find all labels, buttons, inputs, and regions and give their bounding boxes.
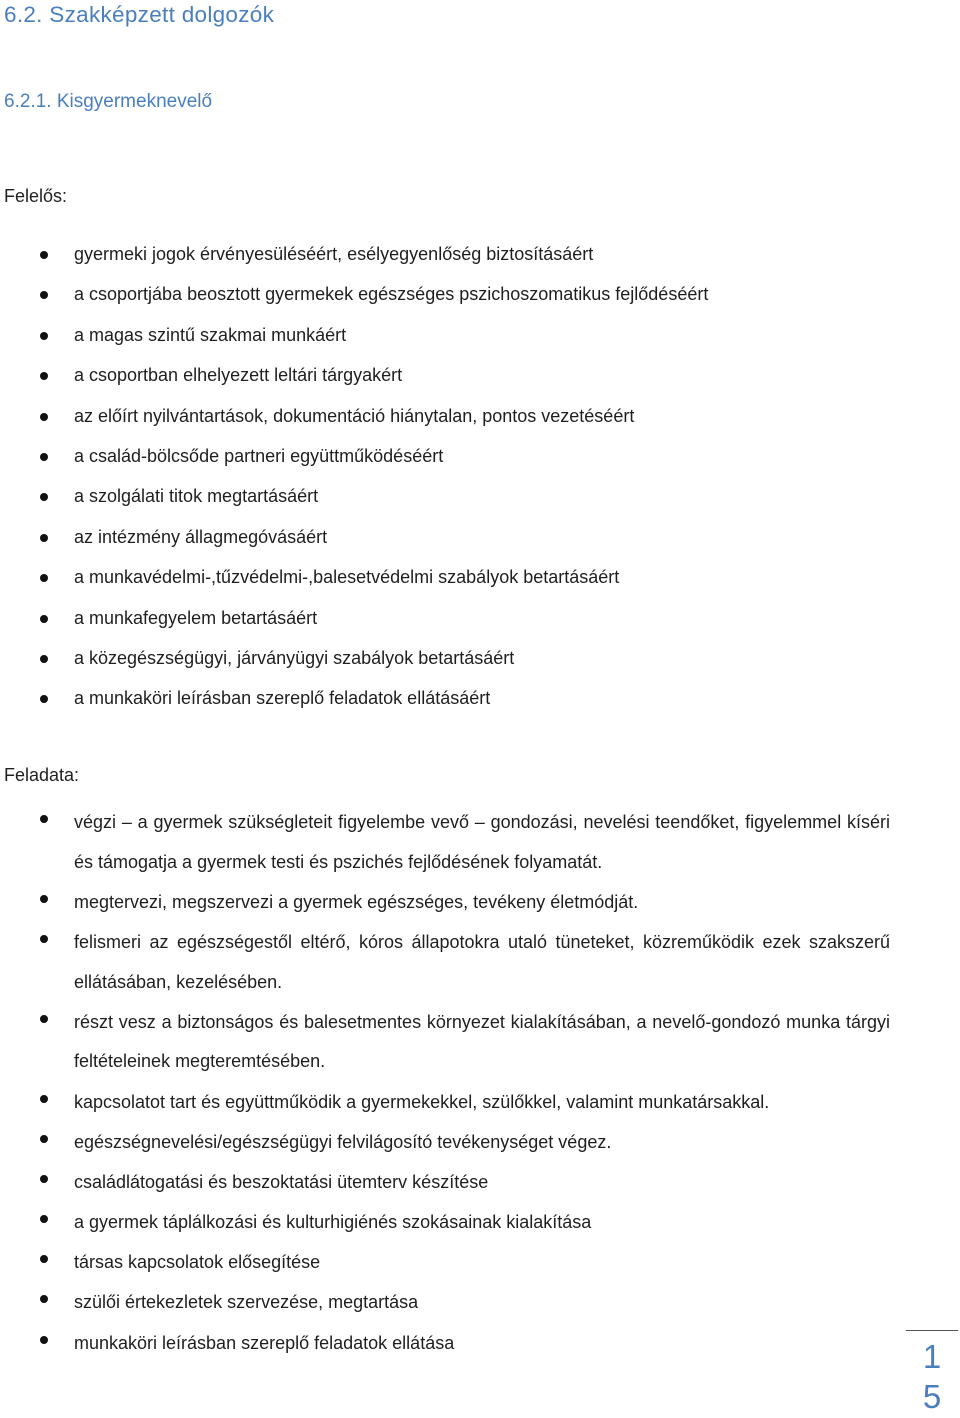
list-item: a közegészségügyi, járványügyi szabályok betartásáért [0,644,708,684]
bullet-icon [40,655,48,663]
bullet-icon [40,895,48,903]
list-item: az előírt nyilvántartások, dokumentáció hiánytalan, pontos vezetéséért [0,402,708,442]
subsection-heading: 6.2.1. Kisgyermeknevelő [4,91,213,112]
bullet-icon [40,1295,48,1303]
page-number: 1 5 [906,1330,958,1417]
bullet-icon [40,935,48,943]
bullet-icon [40,574,48,582]
bullet-icon [40,1015,48,1023]
bullet-icon [40,1255,48,1263]
bullet-icon [40,615,48,623]
bullet-icon [40,815,48,823]
list-item: társas kapcsolatok elősegítése [0,1243,960,1283]
list-item: az intézmény állagmegóvásáért [0,523,708,563]
bullet-icon [40,1336,48,1344]
bullet-icon [40,493,48,501]
list-item: kapcsolatot tart és együttműködik a gyermekekkel, szülőkkel, valamint munkatársakkal. [0,1083,960,1123]
list-item: a munkaköri leírásban szereplő feladatok ellátásáért [0,684,708,724]
bullet-icon [40,1135,48,1143]
bullet-icon [40,413,48,421]
list-item: végzi – a gyermek szükségleteit figyelembe vevő – gondozási, nevelési teendőket, figyelemmel kíséri és támogatja a gyermek testi és pszichés fejlődésének folyamatát. [0,803,960,882]
list-item: szülői értekezletek szervezése, megtartása [0,1283,960,1323]
list-item: a csoportban elhelyezett leltári tárgyakért [0,361,708,401]
responsible-list [0,240,708,725]
bullet-icon [40,1095,48,1103]
list-item: a szolgálati titok megtartásáért [0,482,708,522]
bullet-icon [40,695,48,703]
bullet-icon [40,1215,48,1223]
list-item: részt vesz a biztonságos és balesetmentes környezet kialakításában, a nevelő-gondozó munka tárgyi feltételeinek megteremtésében. [0,1003,960,1082]
bullet-icon [40,453,48,461]
list-item: családlátogatási és beszoktatási ütemterv készítése [0,1163,960,1203]
list-item: a munkafegyelem betartásáért [0,604,708,644]
list-item: a csoportjába beosztott gyermekek egészséges pszichoszomatikus fejlődéséért [0,280,708,320]
bullet-icon [40,372,48,380]
list-item: megtervezi, megszervezi a gyermek egészséges, tevékeny életmódját. [0,883,960,923]
list-item: egészségnevelési/egészségügyi felvilágosító tevékenységet végez. [0,1123,960,1163]
bullet-icon [40,332,48,340]
section-heading: 6.2. Szakképzett dolgozók [4,2,275,27]
responsible-label: Felelős: [4,186,68,206]
bullet-icon [40,291,48,299]
list-item: a munkavédelmi-,tűzvédelmi-,balesetvédelmi szabályok betartásáért [0,563,708,603]
list-item: gyermeki jogok érvényesüléséért, esélyegyenlőség biztosításáért [0,240,708,280]
bullet-icon [40,1175,48,1183]
list-item: a magas szintű szakmai munkáért [0,321,708,361]
list-item: a gyermek táplálkozási és kulturhigiénés szokásainak kialakítása [0,1203,960,1243]
list-item: a család-bölcsőde partneri együttműködéséért [0,442,708,482]
list-item: munkaköri leírásban szereplő feladatok ellátása [0,1324,960,1364]
bullet-icon [40,251,48,259]
tasks-list [0,803,960,1364]
list-item: felismeri az egészségestől eltérő, kóros állapotokra utaló tüneteket, közreműködik ezek szakszerű ellátásában, kezelésében. [0,923,960,1002]
tasks-label: Feladata: [4,765,80,785]
bullet-icon [40,534,48,542]
